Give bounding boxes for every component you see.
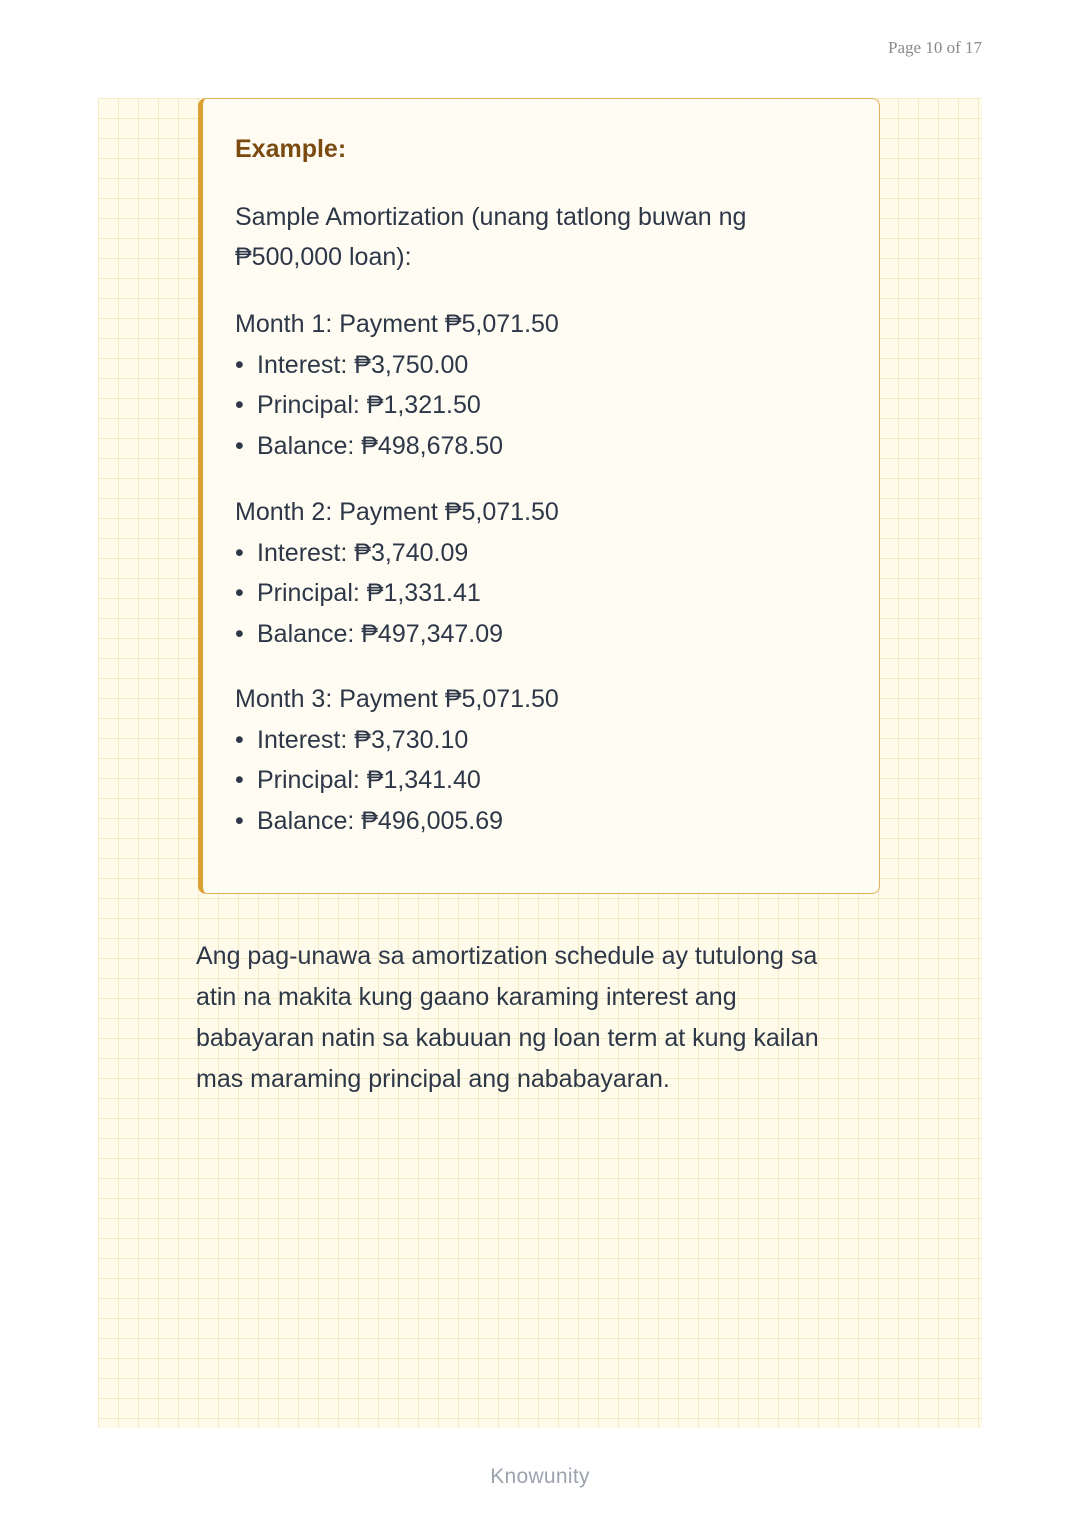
list-item-interest: [235, 720, 835, 761]
list-item-principal: [235, 385, 835, 426]
month-block-2: [235, 492, 835, 654]
principal-value: Principal: ₱1,321.50: [257, 391, 481, 419]
example-intro-line: ₱500,000 loan):: [235, 243, 412, 271]
bullet-icon: •: [235, 725, 244, 754]
example-box: [198, 98, 880, 894]
list-item-interest: [235, 345, 835, 386]
interest-value: Interest: ₱3,750.00: [257, 350, 469, 379]
principal-value: Principal: ₱1,331.41: [257, 579, 481, 607]
list-item-balance: [235, 426, 835, 467]
balance-value: Balance: ₱496,005.69: [257, 806, 504, 835]
bullet-icon: •: [235, 766, 244, 794]
bullet-icon: •: [235, 538, 244, 567]
conclusion-line: Ang pag-unawa sa amortization schedule ay tutulong sa: [196, 942, 818, 970]
example-title: Example:: [235, 135, 347, 163]
balance-value: Balance: ₱498,678.50: [257, 431, 504, 460]
example-intro: [235, 197, 835, 277]
example-intro-line: Sample Amortization (unang tatlong buwan ng: [235, 203, 747, 231]
bullet-icon: •: [235, 391, 244, 419]
page-number: Page 10 of 17: [888, 38, 982, 57]
bullet-icon: •: [235, 806, 244, 835]
conclusion-line: mas maraming principal ang nababayaran.: [196, 1065, 670, 1093]
list-item-balance: [235, 801, 835, 842]
month-block-3: [235, 679, 835, 841]
bullet-icon: •: [235, 350, 244, 379]
bullet-icon: •: [235, 579, 244, 607]
list-item-interest: [235, 533, 835, 574]
interest-value: Interest: ₱3,730.10: [257, 725, 469, 754]
month-heading: Month 1: Payment ₱5,071.50: [235, 310, 559, 338]
conclusion-line: atin na makita kung gaano karaming interest ang: [196, 983, 737, 1011]
grid-paper-sheet: [98, 98, 982, 1428]
footer-brand: Knowunity: [490, 1465, 590, 1488]
bullet-icon: •: [235, 619, 244, 648]
month-heading: Month 2: Payment ₱5,071.50: [235, 498, 559, 526]
month-block-1: [235, 304, 835, 466]
list-item-principal: [235, 573, 835, 614]
list-item-balance: [235, 614, 835, 655]
interest-value: Interest: ₱3,740.09: [257, 538, 469, 567]
principal-value: Principal: ₱1,341.40: [257, 766, 481, 794]
conclusion-line: babayaran natin sa kabuuan ng loan term at kung kailan: [196, 1024, 819, 1052]
bullet-icon: •: [235, 431, 244, 460]
balance-value: Balance: ₱497,347.09: [257, 619, 504, 648]
list-item-principal: [235, 760, 835, 801]
month-heading: Month 3: Payment ₱5,071.50: [235, 685, 559, 713]
conclusion-paragraph: [196, 936, 896, 1100]
